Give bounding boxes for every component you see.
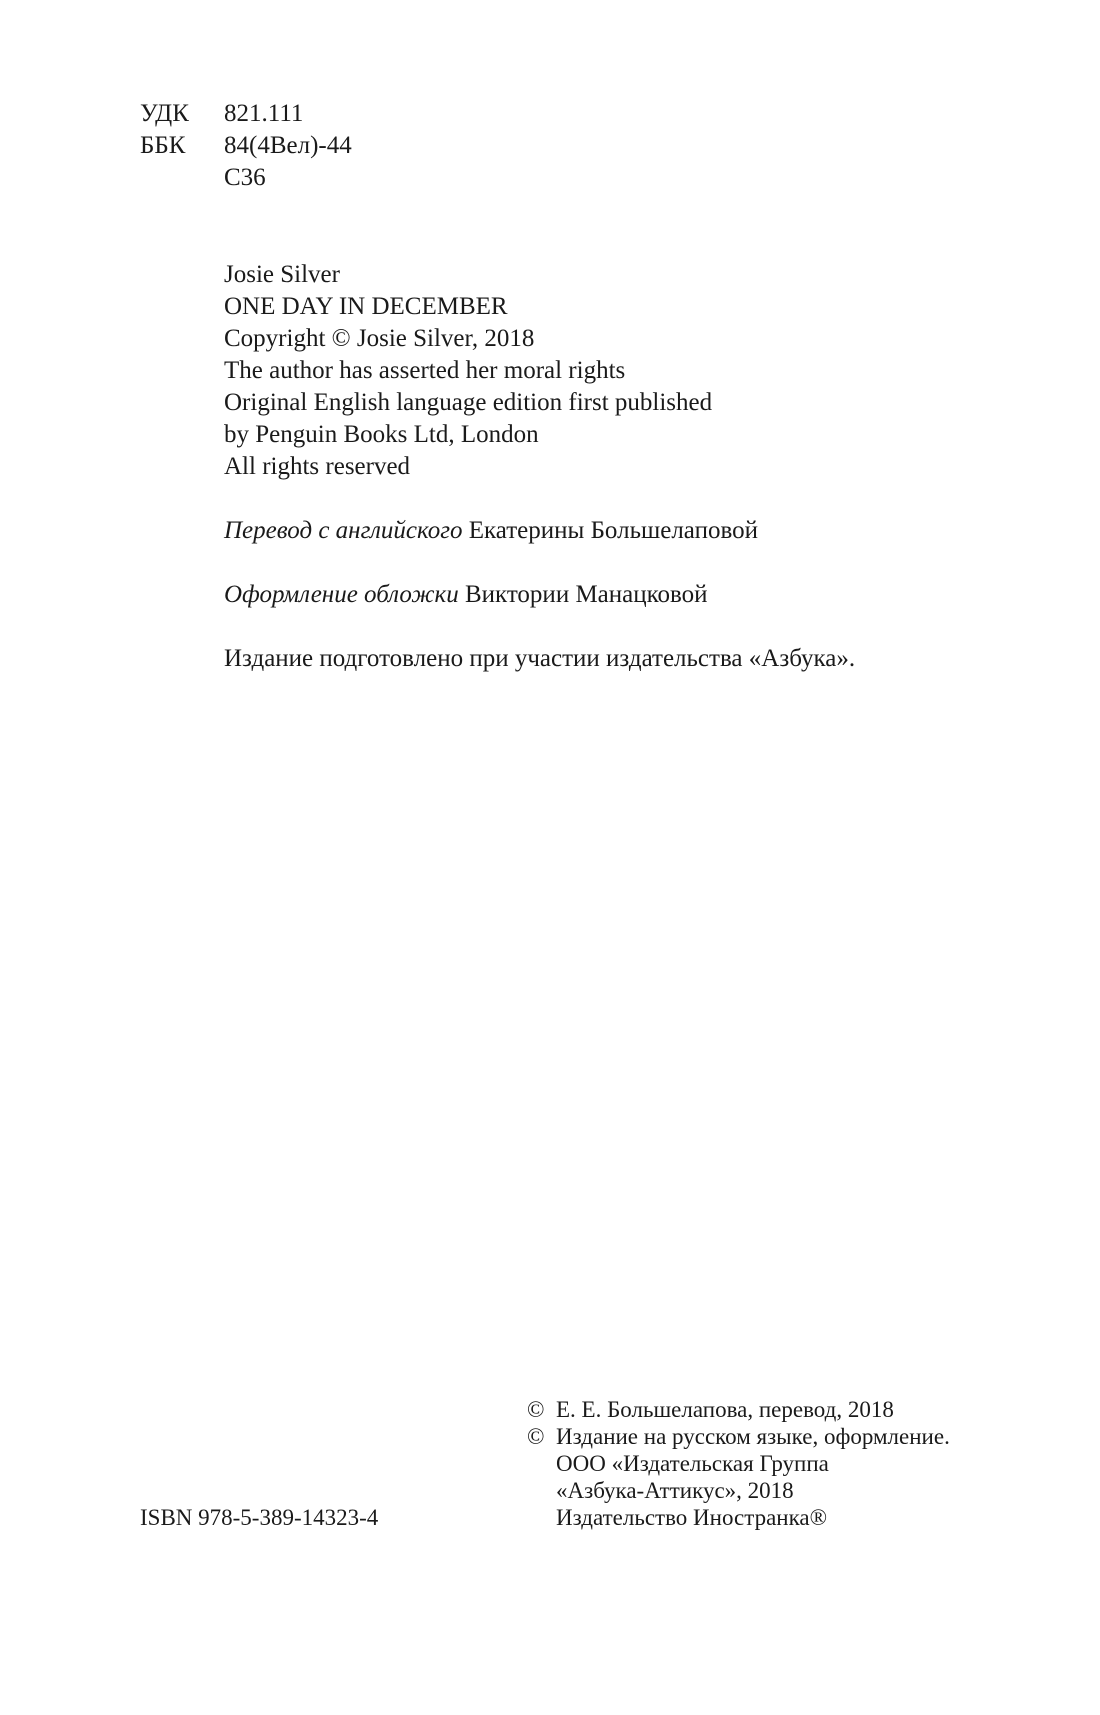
all-rights-reserved: All rights reserved <box>224 453 411 480</box>
original-title: ONE DAY IN DECEMBER <box>224 293 508 320</box>
cover-designer-name: Виктории Манацковой <box>464 581 708 608</box>
isbn: ISBN 978-5-389-14323-4 <box>140 1505 379 1530</box>
udk-value: 821.111 <box>224 100 304 127</box>
russian-edition-copyright: Издание на русском языке, оформление. <box>556 1424 950 1449</box>
translator-name: Екатерины Большелаповой <box>468 517 758 544</box>
bbk-value: 84(4Вел)-44 <box>224 132 352 159</box>
cover-label: Оформление обложки <box>224 581 459 608</box>
translation-label: Перевод с английского <box>224 517 463 544</box>
translation-credit <box>224 515 758 547</box>
author-mark: С36 <box>224 164 266 191</box>
translation-copyright: Е. Е. Большелапова, перевод, 2018 <box>556 1397 894 1422</box>
publisher-group: ООО «Издательская Группа <box>556 1451 829 1476</box>
original-author: Josie Silver <box>224 261 340 288</box>
prepared-note: Издание подготовлено при участии издательства «Азбука». <box>224 645 856 672</box>
original-copyright: Copyright © Josie Silver, 2018 <box>224 325 535 352</box>
bbk-label: ББК <box>140 132 186 159</box>
copyright-symbol-2: © <box>527 1424 545 1449</box>
original-publisher: by Penguin Books Ltd, London <box>224 421 539 448</box>
cover-credit <box>224 579 708 611</box>
publisher-imprint: Издательство Иностранка® <box>556 1505 828 1530</box>
udk-label: УДК <box>140 100 189 127</box>
moral-rights: The author has asserted her moral rights <box>224 357 626 384</box>
original-publication: Original English language edition first published <box>224 389 713 416</box>
copyright-symbol-1: © <box>527 1397 545 1422</box>
publisher-group-name: «Азбука-Аттикус», 2018 <box>556 1478 794 1503</box>
